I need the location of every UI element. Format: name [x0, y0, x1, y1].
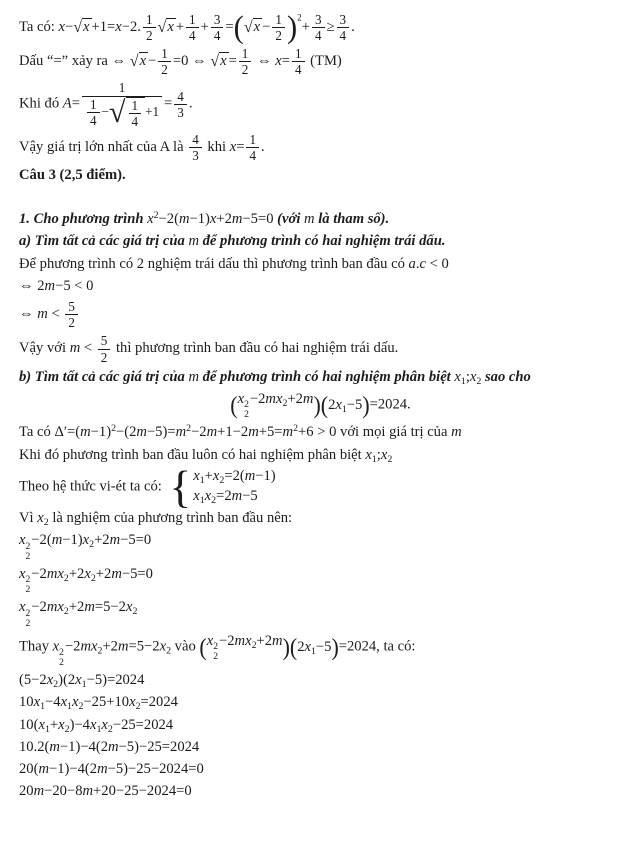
math-variable: x	[365, 446, 372, 463]
math-variable: m	[206, 424, 218, 441]
superscript: 2	[25, 540, 31, 552]
doc-line-11: Vậy với m < $\frac{5}{2}$ thì phương trình ban đầu có hai nghiệm trái dấu.	[19, 333, 399, 365]
fraction-denominator: 2	[161, 62, 168, 78]
doc-line-9: ⇔ 2m−5 < 0	[19, 277, 94, 294]
math-variable: x	[253, 18, 261, 35]
fraction	[65, 299, 78, 330]
math-variable: x	[237, 390, 245, 407]
doc-line-14: Ta có $\Delta'=(m-1)^2-(2m-5)=m^2-2m+1-2m+5=m^2+6 > 0$ với mọi giá trị của m	[19, 423, 462, 441]
parenthesized-group	[199, 632, 289, 663]
math-variable: x	[167, 18, 174, 35]
fraction	[189, 132, 202, 163]
subscript: 2	[219, 474, 225, 486]
parenthesized-group	[233, 9, 298, 45]
radicand	[126, 97, 146, 129]
left-paren: (	[199, 632, 207, 661]
stacked-scripts	[25, 575, 30, 595]
radical-sign: √	[73, 18, 83, 36]
fraction	[246, 132, 259, 163]
math-variable: x	[89, 716, 97, 733]
radicand	[253, 18, 262, 35]
fraction	[158, 46, 171, 77]
subscript: 2	[97, 645, 103, 657]
subscript: 1	[40, 701, 46, 713]
math-variable: x	[275, 53, 282, 70]
math-variable: m	[51, 532, 63, 549]
superscript: 2	[25, 574, 31, 586]
radical-sign: √	[108, 94, 126, 129]
math-variable: m	[49, 738, 60, 755]
doc-line-10: ⇔ m < $\frac{5}{2}$	[19, 299, 622, 330]
subscript: 2	[59, 656, 64, 668]
right-paren: )	[282, 632, 290, 661]
math-variable: x	[72, 694, 79, 711]
doc-line-24: $10(x_1+x_2)-4x_1x_2-25=2024$	[19, 716, 174, 735]
doc-line-17: Vì $x_2$ là nghiệm của phương trình ban đầu nên:	[19, 509, 293, 528]
fraction	[292, 46, 305, 77]
math-variable: m	[33, 783, 45, 800]
math-variable: m	[175, 424, 187, 441]
math-variable: x	[469, 368, 477, 385]
math-variable: x	[204, 488, 212, 505]
system-rows	[193, 468, 275, 506]
plain-math	[188, 369, 199, 385]
math-variable: m	[37, 306, 48, 323]
math-variable: x	[209, 211, 217, 228]
doc-line-20: x 2 2 $-2mx_2+2m=5-2x_2$	[19, 599, 138, 629]
fraction-denominator: 3	[192, 147, 199, 163]
subscript: 2	[476, 375, 482, 387]
subscript: 2	[211, 495, 217, 507]
subscript: 2	[43, 516, 49, 528]
left-paren: (	[233, 9, 244, 45]
stacked-scripts	[244, 400, 249, 420]
superscript: 2	[25, 607, 31, 619]
superscript: 2	[213, 641, 218, 653]
math-variable: x	[84, 565, 91, 582]
fraction-numerator: 3	[211, 12, 224, 28]
math-variable: a	[408, 255, 416, 272]
math-variable: x	[83, 18, 90, 35]
fraction-denominator: 2	[275, 28, 282, 44]
fraction-numerator: 3	[312, 12, 325, 28]
math-variable: x	[212, 467, 220, 484]
math-variable: x	[335, 396, 342, 413]
math-variable: m	[451, 424, 462, 441]
doc-line-1: Ta có: x− √ x +1=x−2. $\frac{1}{2}$ √ x + $\frac{1}{4}$ + $\frac{3}{4}$ = ( √ x − $\frac{1}{2}$ ) $^2$+ $\frac{3}{4}$ ≥ $\frac{3}{4}$ .	[19, 9, 355, 45]
subscript: 1	[96, 723, 102, 735]
fraction-numerator: 1	[129, 98, 142, 114]
left-paren: (	[230, 390, 238, 419]
radical-sign: √	[157, 18, 167, 36]
math-variable: m	[178, 211, 190, 228]
subscript: 2	[282, 397, 288, 409]
subscript: 1	[341, 403, 347, 415]
math-variable: x	[125, 599, 133, 616]
doc-line-5: Câu 3 (2,5 điểm).	[19, 166, 126, 183]
doc-line-22: $(5-2x_2)(2x_1-5)=2024$	[19, 672, 145, 690]
math-variable: x	[193, 467, 200, 484]
radicand	[166, 18, 175, 35]
fraction-denominator: 2	[145, 28, 153, 44]
math-variable: x	[304, 638, 311, 655]
math-variable: m	[69, 340, 81, 357]
group-content: $2x_1-5$	[297, 638, 332, 657]
doc-line-8: Để phương trình có 2 nghiệm trái dấu thì phương trình ban đầu có a.c < 0	[19, 255, 449, 272]
math-variable: mx	[234, 632, 252, 649]
doc-line-26: 20(m−1)−4(2m−5)−25−2024=0	[19, 761, 204, 778]
stacked-scripts	[25, 542, 30, 562]
doc-line-4: Vậy giá trị lớn nhất của A là $\frac{4}{3}$ khi x= $\frac{1}{4}$ .	[19, 131, 265, 163]
subscript: 2	[53, 679, 59, 690]
square-root	[210, 52, 228, 69]
math-variable: x	[38, 716, 45, 733]
square-root	[130, 52, 148, 69]
math-variable: m	[231, 211, 243, 228]
radicand	[219, 52, 228, 69]
doc-line-13: ( x 2 2 $-2mx_2+2m$ ) ( $2x_1-5$ ) =2024.	[230, 390, 411, 421]
fraction-denominator: 4	[294, 62, 302, 78]
math-variable: mx	[80, 638, 98, 655]
left-paren: (	[289, 632, 298, 661]
system-brace: {	[169, 461, 192, 512]
math-variable: m	[109, 532, 121, 549]
fraction-denominator: 4	[131, 113, 139, 129]
math-variable: x	[147, 211, 154, 228]
superscript: 2	[111, 423, 117, 435]
doc-line-6: 1. Cho phương trình $x^2-2(m-1)x+2m-5=0$ (với m là tham số).	[19, 210, 390, 228]
math-variable: x	[454, 368, 461, 385]
fraction	[98, 333, 111, 364]
subscript: 2	[25, 584, 31, 596]
fraction	[337, 12, 350, 43]
system-equation: $x_1x_2=2m-5$	[193, 488, 258, 507]
math-variable: x	[115, 18, 122, 35]
subscript: 2	[63, 606, 69, 618]
fraction	[272, 12, 285, 43]
math-variable: x	[37, 509, 44, 526]
math-variable: m	[80, 424, 91, 441]
subscript: 2	[64, 723, 70, 735]
system-equation: $x_1+x_2=2(m-1)$	[193, 467, 276, 486]
math-variable: x	[19, 532, 26, 549]
fraction	[143, 12, 156, 43]
fraction	[82, 80, 162, 128]
fraction-denominator: $\frac{1}{4}$ − √ $\frac{1}{4}$ +1	[82, 97, 162, 129]
subscript: 2	[213, 651, 218, 663]
fraction-numerator: 4	[174, 89, 187, 105]
subscript: 2	[132, 606, 138, 618]
doc-line-12: b) Tìm tất cả các giá trị của m để phương trình có hai nghiệm phân biệt $x_1;x_2$ sao cho	[19, 368, 531, 387]
fraction	[211, 12, 224, 43]
math-variable: x	[46, 672, 54, 689]
math-variable: m	[304, 211, 315, 228]
subscript: 1	[81, 679, 87, 690]
subscript: 2	[166, 645, 172, 657]
radicand	[139, 52, 148, 69]
fraction-numerator: 4	[189, 132, 202, 148]
subscript: 2	[63, 572, 69, 584]
doc-line-15: Khi đó phương trình ban đầu luôn có hai nghiệm phân biệt $x_1;x_2$	[19, 446, 393, 465]
math-variable: m	[82, 783, 94, 800]
subscript: 2	[78, 701, 84, 713]
stacked-scripts	[25, 609, 30, 629]
square-root	[158, 18, 176, 35]
math-variable: x	[380, 446, 388, 463]
fraction-denominator: 2	[100, 349, 108, 365]
math-variable: m	[231, 488, 243, 505]
math-variable: x	[60, 694, 68, 711]
math-variable: m	[272, 632, 283, 649]
fraction-denominator: 4	[213, 28, 221, 44]
math-variable: m	[117, 638, 129, 655]
plain-math: $x_1;x_2$	[454, 368, 482, 387]
math-variable: x	[193, 488, 200, 505]
fraction-denominator: 4	[314, 28, 322, 44]
subscript: 2	[90, 572, 96, 584]
fraction-numerator: 1	[246, 132, 259, 148]
math-variable: m	[97, 761, 108, 778]
radical-sign: √	[129, 53, 139, 71]
right-paren: )	[362, 390, 370, 419]
doc-line-19: x 2 2 $-2mx_2+2x_2+2m-5=0$	[19, 565, 153, 596]
fraction-numerator: 1	[272, 12, 285, 28]
math-variable: m	[84, 599, 95, 616]
fraction-numerator: 1	[143, 12, 156, 28]
math-variable: x	[75, 672, 82, 689]
radicand	[82, 18, 91, 35]
math-variable: m	[188, 368, 199, 385]
math-variable: m	[136, 424, 147, 441]
fraction-numerator: 1	[82, 80, 162, 96]
math-variable: x	[139, 53, 147, 70]
math-variable: m	[244, 467, 256, 484]
math-variable: x	[58, 18, 65, 35]
fraction-numerator: 1	[292, 46, 305, 62]
math-variable: x	[159, 638, 167, 655]
fraction-denominator: 4	[249, 147, 257, 163]
subscript: 1	[310, 645, 316, 657]
doc-line-27: 20m−20−8m+20−25−2024=0	[19, 783, 192, 800]
subscript: 1	[199, 495, 205, 507]
fraction-denominator: 4	[339, 28, 347, 44]
plain-math	[304, 211, 315, 227]
math-variable: x	[129, 694, 136, 711]
math-variable: x	[19, 565, 26, 582]
doc-line-21: Thay x 2 2 $-2mx_2+2m=5-2x_2$ vào ( x 2 2 $-2mx_2+2m$ ) ( $2x_1-5$ ) =2024, ta có:	[19, 632, 416, 668]
subscript: 2	[244, 409, 249, 421]
subscript: 2	[107, 723, 113, 735]
fraction-numerator: 1	[87, 97, 100, 113]
doc-line-18: x 2 2 $-2(m-1)x_2+2m-5=0$	[19, 532, 152, 562]
math-variable: x	[52, 638, 60, 655]
math-variable: mx	[265, 390, 283, 407]
radical-sign: √	[210, 53, 220, 71]
group-content: x 2 2 $-2mx_2+2m$	[237, 390, 314, 421]
math-variable: x	[101, 716, 108, 733]
math-variable: m	[38, 761, 50, 778]
square-root	[73, 18, 91, 35]
fraction-numerator: 3	[337, 12, 350, 28]
superscript: 2	[297, 12, 302, 23]
group-content: $2x_1-5$	[328, 396, 363, 415]
superscript: 2	[293, 423, 299, 435]
group-content: x 2 2 $-2mx_2+2m$	[206, 632, 283, 663]
fraction-numerator: 5	[65, 299, 78, 315]
doc-line-16: Theo hệ thức vi-ét ta có: { $x_1+x_2=2(m-1)$ $x_1x_2=2m-5$	[19, 461, 276, 512]
fraction-numerator: 1	[239, 46, 252, 62]
fraction	[186, 12, 199, 43]
plain-math: $x^2-2(m-1)x+2m-5=0$	[147, 210, 274, 228]
subscript: 2	[89, 539, 95, 551]
right-paren: )	[313, 390, 321, 419]
fraction	[87, 97, 100, 128]
subscript: 1	[67, 701, 72, 713]
plain-math	[188, 233, 199, 249]
right-paren: )	[286, 9, 298, 45]
math-variable: m	[111, 565, 122, 582]
math-variable: m	[44, 277, 56, 294]
math-variable: x	[58, 716, 65, 733]
fraction-denominator: 4	[189, 28, 196, 44]
fraction-denominator: 3	[177, 105, 184, 121]
math-variable: c	[419, 255, 426, 272]
subscript: 1	[44, 723, 50, 735]
math-variable: mx	[46, 599, 64, 616]
math-variable: mx	[46, 565, 64, 582]
left-paren: (	[320, 390, 329, 419]
parenthesized-group	[230, 390, 320, 421]
subscript: 2	[25, 617, 31, 629]
math-variable: m	[248, 424, 259, 441]
stacked-scripts	[59, 648, 64, 668]
fraction-denominator: 2	[68, 315, 75, 331]
doc-line-2: Dấu “=” xảy ra ⇔ √ x − $\frac{1}{2}$ =0 ⇔ √ x = $\frac{1}{2}$ ⇔ x= $\frac{1}{4}$ (TM)	[19, 46, 342, 78]
math-variable: x	[19, 599, 26, 616]
parenthesized-group	[320, 390, 370, 419]
math-variable: m	[188, 233, 199, 250]
radical-sign: √	[243, 18, 253, 36]
math-variable: m	[108, 738, 119, 755]
parenthesized-group	[289, 632, 339, 661]
superscript: 2	[186, 423, 192, 435]
doc-line-3: Khi đó A= 1 $\frac{1}{4}$ − √ $\frac{1}{4}$ +1 = $\frac{4}{3}$ .	[19, 80, 193, 129]
math-variable: x	[229, 138, 237, 155]
square-root	[244, 18, 262, 35]
fraction-numerator: 1	[158, 46, 171, 62]
math-variable: m	[282, 424, 294, 441]
superscript: 2	[244, 399, 249, 411]
subscript: 2	[135, 701, 141, 713]
math-variable: m	[302, 390, 314, 407]
subscript: 1	[371, 453, 377, 465]
stacked-scripts	[213, 642, 218, 662]
doc-line-7: a) Tìm tất cả các giá trị của m để phương trình có hai nghiệm trái dấu.	[19, 233, 446, 250]
fraction	[174, 89, 187, 120]
doc-line-25: 10.2(m−1)−4(2m−5)−25=2024	[19, 738, 200, 755]
subscript: 2	[251, 639, 257, 651]
superscript: 2	[59, 646, 64, 658]
fraction	[129, 98, 142, 129]
fraction-denominator: 2	[241, 62, 249, 78]
fraction-denominator: 4	[89, 113, 97, 129]
fraction-numerator: 5	[98, 333, 111, 349]
math-variable: x	[33, 694, 41, 711]
math-variable: x	[82, 532, 90, 549]
right-paren: )	[331, 632, 339, 661]
math-variable: A	[62, 95, 72, 112]
subscript: 2	[25, 550, 31, 562]
math-variable: x	[220, 53, 227, 70]
math-variable: x	[206, 632, 214, 649]
equation-system	[169, 461, 276, 512]
superscript: 2	[153, 210, 159, 222]
subscript: 1	[199, 474, 205, 486]
fraction-numerator: 1	[186, 12, 199, 28]
subscript: 2	[387, 453, 393, 465]
group-content: √ x − $\frac{1}{2}$	[244, 12, 287, 43]
subscript: 1	[460, 375, 466, 387]
doc-line-23: $10x_1-4x_1x_2-25+10x_2=2024$	[19, 694, 178, 713]
fraction	[312, 12, 325, 43]
fraction	[239, 46, 252, 77]
